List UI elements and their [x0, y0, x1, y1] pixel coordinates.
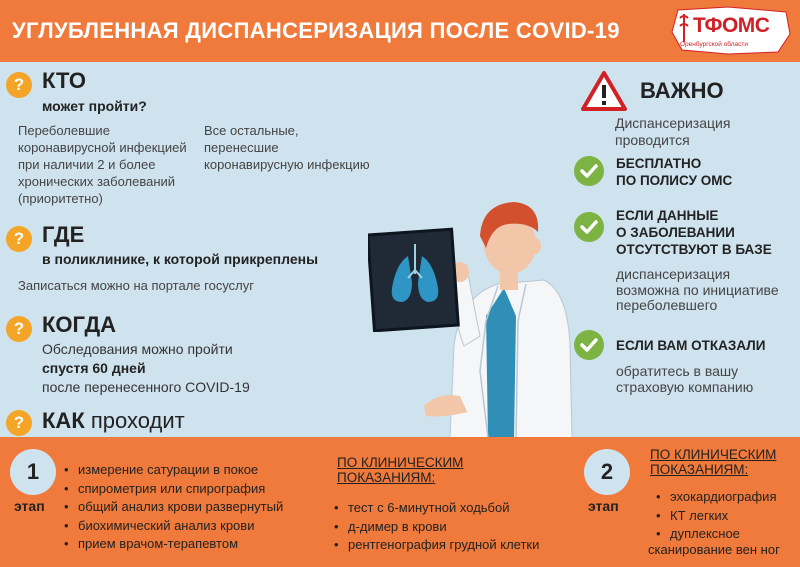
important-item-refused-text: обратитесь в вашу страховую компанию	[616, 363, 754, 395]
stage1-label: этап	[14, 498, 45, 514]
logo-text: ТФОМС	[693, 14, 770, 37]
stage2-list	[654, 488, 776, 544]
question-icon: ?	[6, 72, 32, 98]
list-item: • измерение сатурации в покое	[62, 461, 283, 480]
check-icon	[574, 330, 604, 360]
how-title: КАК проходит	[42, 408, 185, 433]
question-icon: ?	[6, 316, 32, 342]
list-item: • д-димер в крови	[332, 518, 539, 537]
stage1-list	[62, 461, 283, 554]
list-item: • общий анализ крови развернутый	[62, 498, 283, 517]
when-line3: после перенесенного COVID-19	[42, 379, 250, 395]
important-item-nodata-text: диспансеризация возможна по инициативе переболевшего	[616, 266, 779, 313]
stage1-clinical-list	[332, 499, 539, 555]
stage2-tail: сканирование вен ног	[648, 542, 780, 557]
stage1-clinical-heading: ПО КЛИНИЧЕСКИМ ПОКАЗАНИЯМ:	[337, 455, 464, 485]
where-subtitle: в поликлинике, к которой прикреплены	[42, 251, 319, 267]
stage2-clinical-heading: ПО КЛИНИЧЕСКИМ ПОКАЗАНИЯМ:	[650, 447, 777, 477]
important-item-refused: ЕСЛИ ВАМ ОТКАЗАЛИ	[616, 338, 766, 353]
who-col1: Переболевшие коронавирусной инфекцией при наличии 2 и более хронических заболеваний (приоритетно)	[18, 123, 187, 206]
list-item: • КТ легких	[654, 507, 776, 526]
who-subtitle: может пройти?	[42, 98, 147, 114]
page-title: УГЛУБЛЕННАЯ ДИСПАНСЕРИЗАЦИЯ ПОСЛЕ COVID-19	[12, 18, 620, 43]
list-item: • эхокардиография	[654, 488, 776, 507]
list-item: • дуплексное	[654, 525, 776, 544]
important-title: ВАЖНО	[640, 78, 724, 103]
who-col2: Все остальные, перенесшие коронавирусную инфекцию	[204, 123, 370, 172]
logo-subtext: Оренбургской области	[680, 41, 749, 48]
list-item: • прием врачом-терапевтом	[62, 535, 283, 554]
important-item-nodata: ЕСЛИ ДАННЫЕ О ЗАБОЛЕВАНИИ ОТСУТСТВУЮТ В БАЗЕ	[616, 208, 772, 257]
when-title: КОГДА	[42, 312, 117, 337]
important-intro: Диспансеризация проводится	[615, 115, 731, 148]
where-text: Записаться можно на портале госуслуг	[18, 278, 255, 293]
stage1-number: 1	[10, 449, 56, 495]
warning-icon	[580, 70, 628, 112]
list-item: • рентгенография грудной клетки	[332, 536, 539, 555]
question-icon: ?	[6, 226, 32, 252]
where-title: ГДЕ	[42, 222, 85, 247]
list-item: • биохимический анализ крови	[62, 517, 283, 536]
stage2-label: этап	[588, 498, 619, 514]
list-item: • тест с 6-минутной ходьбой	[332, 499, 539, 518]
stage2-number: 2	[584, 449, 630, 495]
question-icon: ?	[6, 410, 32, 436]
who-title: КТО	[42, 68, 86, 93]
xray-icon	[368, 226, 468, 332]
when-line2: спустя 60 дней	[42, 360, 146, 376]
check-icon	[574, 156, 604, 186]
when-line1: Обследования можно пройти	[42, 341, 233, 357]
important-item-free: БЕСПЛАТНО ПО ПОЛИСУ ОМС	[616, 156, 733, 188]
check-icon	[574, 212, 604, 242]
list-item: • спирометрия или спирография	[62, 480, 283, 499]
